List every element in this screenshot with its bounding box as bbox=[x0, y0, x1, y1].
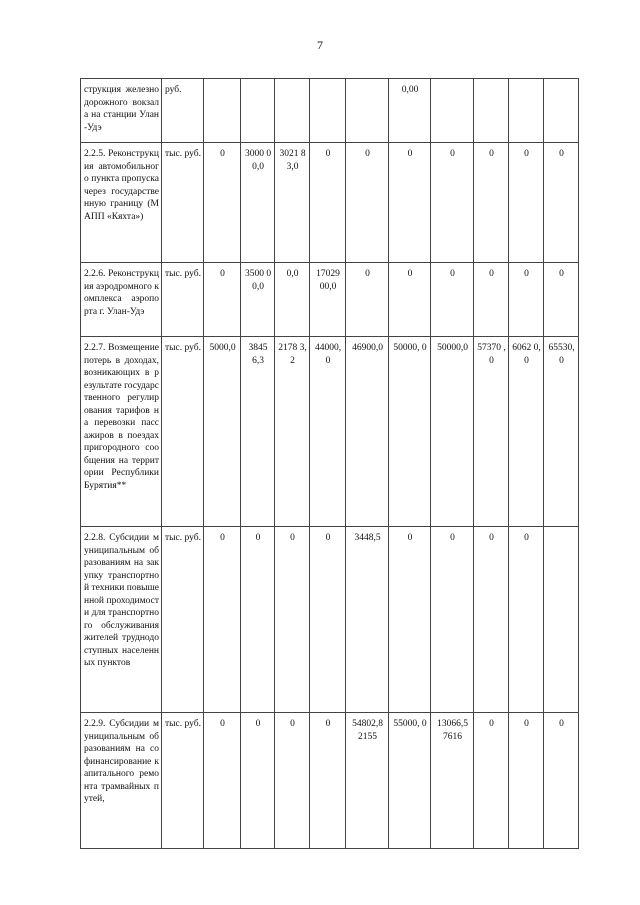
unit-cell: тыс. руб. bbox=[162, 337, 204, 527]
value-cell bbox=[431, 79, 474, 143]
value-cell: 0 bbox=[310, 713, 346, 849]
page-number: 7 bbox=[317, 38, 323, 52]
value-cell bbox=[544, 527, 579, 713]
value-cell: 0 bbox=[509, 263, 544, 337]
value-cell bbox=[346, 79, 389, 143]
value-cell: 54802,8 2155 bbox=[346, 713, 389, 849]
value-cell bbox=[310, 79, 346, 143]
value-cell: 0 bbox=[241, 527, 275, 713]
value-cell bbox=[544, 79, 579, 143]
value-cell bbox=[275, 79, 310, 143]
value-cell: 0 bbox=[544, 713, 579, 849]
value-cell: 2178 3,2 bbox=[275, 337, 310, 527]
value-cell bbox=[474, 79, 509, 143]
value-cell: 0 bbox=[204, 143, 241, 263]
value-cell: 0 bbox=[389, 143, 431, 263]
table-row bbox=[81, 337, 579, 527]
value-cell: 0 bbox=[544, 263, 579, 337]
value-cell bbox=[509, 79, 544, 143]
value-cell: 0 bbox=[474, 143, 509, 263]
value-cell: 3448,5 bbox=[346, 527, 389, 713]
unit-cell: тыс. руб. bbox=[162, 713, 204, 849]
value-cell: 0 bbox=[474, 263, 509, 337]
value-cell: 0 bbox=[310, 143, 346, 263]
value-cell: 0 bbox=[431, 143, 474, 263]
value-cell: 0 bbox=[275, 527, 310, 713]
unit-cell: тыс. руб. bbox=[162, 527, 204, 713]
value-cell: 0 bbox=[204, 713, 241, 849]
value-cell: 3000 00,0 bbox=[241, 143, 275, 263]
value-cell: 5000,0 bbox=[204, 337, 241, 527]
value-cell: 0 bbox=[509, 143, 544, 263]
value-cell: 0,00 bbox=[389, 79, 431, 143]
value-cell: 0 bbox=[474, 713, 509, 849]
value-cell: 0 bbox=[389, 263, 431, 337]
value-cell: 0 bbox=[431, 527, 474, 713]
value-cell: 3021 83,0 bbox=[275, 143, 310, 263]
value-cell: 0 bbox=[204, 527, 241, 713]
value-cell: 3845 6,3 bbox=[241, 337, 275, 527]
row-name-cell: 2.2.6. Реконструкция аэродромного комплекса аэропорта г. Улан-Удэ bbox=[81, 263, 162, 337]
value-cell: 55000, 0 bbox=[389, 713, 431, 849]
row-name-cell: струкция железнодорожного вокзала на станции Улан-Удэ bbox=[81, 79, 162, 143]
value-cell: 0 bbox=[544, 143, 579, 263]
unit-cell: тыс. руб. bbox=[162, 143, 204, 263]
value-cell: 0 bbox=[431, 263, 474, 337]
value-cell: 0 bbox=[346, 263, 389, 337]
value-cell: 17029 00,0 bbox=[310, 263, 346, 337]
row-name-cell: 2.2.7. Возмещение потерь в доходах, возникающих в результате государственного регулирования тарифов на перевозки пассажиров в поездах пригородного сообщения на территории Республики Бурятия** bbox=[81, 337, 162, 527]
value-cell: 65530, 0 bbox=[544, 337, 579, 527]
value-cell: 44000, 0 bbox=[310, 337, 346, 527]
table-row bbox=[81, 263, 579, 337]
value-cell bbox=[241, 79, 275, 143]
unit-cell: тыс. руб. bbox=[162, 263, 204, 337]
value-cell: 0,0 bbox=[275, 263, 310, 337]
value-cell: 13066,5 7616 bbox=[431, 713, 474, 849]
table-row bbox=[81, 143, 579, 263]
value-cell: 6062 0,0 bbox=[509, 337, 544, 527]
unit-cell: руб. bbox=[162, 79, 204, 143]
value-cell: 57370 ,0 bbox=[474, 337, 509, 527]
table-row bbox=[81, 713, 579, 849]
value-cell: 0 bbox=[509, 527, 544, 713]
row-name-cell: 2.2.5. Реконструкция автомобильного пункта пропуска через государственную границу (МАПП «Кяхта») bbox=[81, 143, 162, 263]
value-cell: 0 bbox=[509, 713, 544, 849]
value-cell: 0 bbox=[389, 527, 431, 713]
row-name-cell: 2.2.8. Субсидии муниципальным образованиям на закупку транспортной техники повышенной проходимости для транспортного обслуживания жителей труднодоступных населенных пунктов bbox=[81, 527, 162, 713]
table-row bbox=[81, 79, 579, 143]
value-cell: 0 bbox=[474, 527, 509, 713]
value-cell: 0 bbox=[310, 527, 346, 713]
value-cell: 0 bbox=[346, 143, 389, 263]
budget-table bbox=[80, 78, 579, 849]
value-cell bbox=[204, 79, 241, 143]
value-cell: 0 bbox=[275, 713, 310, 849]
value-cell: 0 bbox=[241, 713, 275, 849]
value-cell: 50000,0 bbox=[431, 337, 474, 527]
row-name-cell: 2.2.9. Субсидии муниципальным образованиям на софинансирование капитального ремонта трамвайных путей, bbox=[81, 713, 162, 849]
value-cell: 3500 00,0 bbox=[241, 263, 275, 337]
value-cell: 50000, 0 bbox=[389, 337, 431, 527]
value-cell: 46900,0 bbox=[346, 337, 389, 527]
table-row bbox=[81, 527, 579, 713]
value-cell: 0 bbox=[204, 263, 241, 337]
